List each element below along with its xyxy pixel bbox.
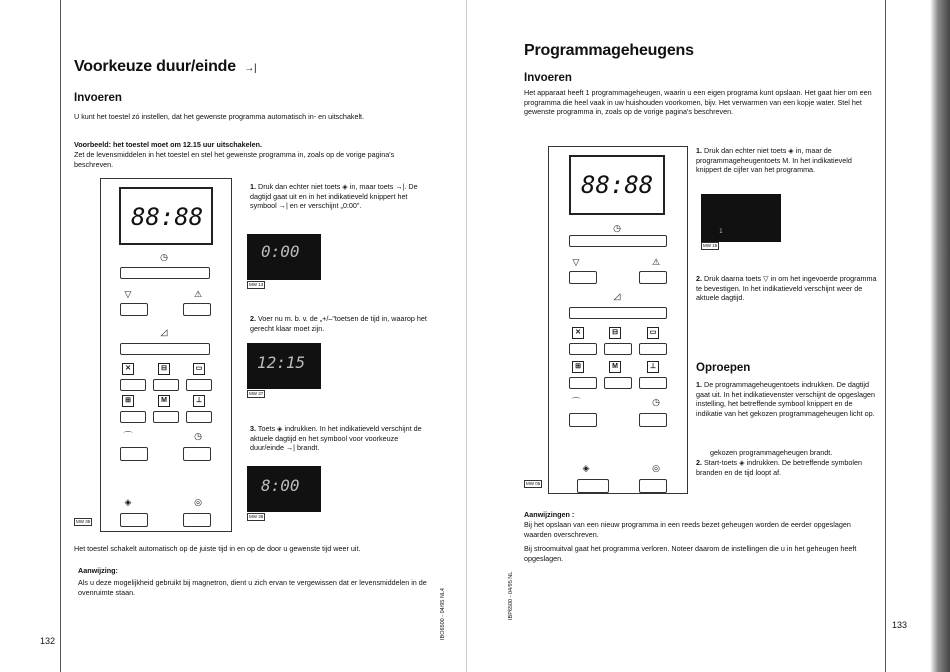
weight-button[interactable]	[639, 377, 667, 389]
stop-button[interactable]	[183, 513, 211, 527]
step-1: 1. Druk dan echter niet toets ◈ in, maar de programmageheugentoets M. In het indikatieveld knippert de cijfer van het programma.	[696, 146, 852, 175]
up-button[interactable]	[639, 271, 667, 284]
adjust-triangle-icon: ◿	[613, 291, 621, 301]
end-clock-icon: ◷	[194, 431, 202, 441]
microwave-icon: ▭	[193, 363, 205, 375]
memory-icon: M	[158, 395, 170, 407]
display-digits: 88:88	[131, 203, 204, 231]
microwave-button[interactable]	[639, 343, 667, 355]
intro-text: Het apparaat heeft 1 programmageheugen, waarin u een eigen programa kunt opslaan. Het gaat hier om een programma die heel vaak in uw huishouden voorkomen, bijv. Het verwarmen van een kopje water. Stel het gewenste programma in, zoals op de vorige pagina's beschreven.	[524, 88, 872, 117]
step-1: 1. Druk dan echter niet toets ◈ in, maar toets →|. De dagtijd gaat uit en in het indikatieveld knippert het symbool →| en er verschijnt „0:00".	[250, 182, 418, 211]
note-heading: Aanwijzing:	[78, 566, 118, 575]
lcd-step-3	[247, 466, 321, 512]
example-heading: Voorbeeld: het toestel moet om 12.15 uur uitschakelen.	[74, 140, 262, 149]
down-triangle-icon: ▽	[572, 257, 580, 267]
up-button[interactable]	[183, 303, 211, 316]
lcd-value: 0:00	[261, 242, 300, 261]
lcd-value: 12:15	[257, 353, 306, 372]
note-heading: Aanwijzingen :	[524, 510, 575, 519]
control-panel	[100, 178, 232, 532]
note-text-1: Bij het opslaan van een nieuw programma in een reeds bezet geheugen worden de eerder opgeslagen waarden overschreven.	[524, 520, 851, 539]
weight-icon: ⊥	[193, 395, 205, 407]
combi-icon: ⊞	[122, 395, 134, 407]
combi-icon: ⊞	[572, 361, 584, 373]
lcd-tag: MW 37	[249, 391, 264, 396]
clock-icon: ◷	[613, 223, 621, 233]
document-code: IBO6500 - 04/95 NL4	[440, 588, 446, 640]
recall-step-1: 1. De programmageheugentoets indrukken. De dagtijd gaat uit. In het indikatievenster verschijnt de opgeslagen instelling, het betreffende symbool knippert en de indikatie van het gekozen programmageheugen licht op.	[696, 380, 876, 418]
defrost-button[interactable]	[120, 379, 146, 391]
page-number: 133	[892, 620, 908, 630]
lcd-tag: MW 15	[703, 243, 718, 248]
weight-button[interactable]	[186, 411, 212, 423]
warning-icon: ⚠	[193, 289, 203, 299]
note-text-2: Bij stroomuitval gaat het programma verloren. Noteer daarom de instellingen die u in het geheugen heeft opgeslagen.	[524, 544, 857, 563]
duration-icon: ⌒	[571, 397, 581, 407]
control-panel	[548, 146, 688, 494]
grill-button[interactable]	[604, 343, 632, 355]
main-display	[569, 155, 665, 215]
step-2: 2. Druk daarna toets ▽ in om het ingevoerde programma te bevestigen. In het indikatieveld verschijnt weer de aktuele dagtijd.	[696, 274, 877, 303]
grill-button[interactable]	[153, 379, 179, 391]
adjust-triangle-icon: ◿	[160, 327, 168, 337]
document-code: IBP6500 - 04/95 NL	[508, 571, 514, 620]
section-heading: Invoeren	[524, 72, 572, 84]
down-triangle-icon: ▽	[124, 289, 132, 299]
end-button[interactable]	[183, 447, 211, 461]
note-text: Als u deze mogelijkheid gebruikt bij magnetron, dient u zich ervan te vergewissen dat er levensmiddelen in de ovenruimte staan.	[78, 578, 427, 597]
lcd-memory	[701, 194, 781, 242]
clock-button[interactable]	[569, 235, 667, 247]
page-edge-shadow	[930, 0, 950, 672]
example-text: Zet de levensmiddelen in het toestel en stel het gewenste programma in, zoals op de vorige pagina's beschreven.	[74, 150, 395, 169]
section-heading-recall: Oproepen	[696, 362, 751, 374]
weight-icon: ⊥	[647, 361, 659, 373]
panel-tag: MW 35	[76, 519, 91, 524]
adjust-button[interactable]	[569, 307, 667, 319]
step-2: 2. Voer nu m. b. v. de „+/–"toetsen de tijd in, waarop het gerecht klaar moet zijn.	[250, 314, 427, 333]
clock-button[interactable]	[120, 267, 210, 279]
duration-button[interactable]	[120, 447, 148, 461]
left-margin-line	[60, 0, 61, 672]
defrost-icon: ✕	[572, 327, 584, 339]
warning-icon: ⚠	[651, 257, 661, 267]
lcd-value: 1	[719, 228, 723, 235]
footer-text: Het toestel schakelt automatisch op de juiste tijd in en op de door u gewenste tijd weer uit.	[74, 544, 361, 553]
main-display	[119, 187, 213, 245]
page-title: Voorkeuze duur/einde →|	[74, 58, 257, 75]
lcd-tag: MW 38	[249, 514, 264, 519]
stop-icon: ◎	[652, 463, 660, 473]
duration-button[interactable]	[569, 413, 597, 427]
page-number: 132	[40, 636, 56, 646]
right-page	[470, 0, 950, 672]
panel-tag: MW 05	[526, 481, 541, 486]
adjust-button[interactable]	[120, 343, 210, 355]
duration-icon: ⌒	[123, 431, 133, 441]
combi-button[interactable]	[120, 411, 146, 423]
intro-text: U kunt het toestel zó instellen, dat het gewenste programma automatisch in- en uitschakelt.	[74, 112, 365, 121]
start-button[interactable]	[577, 479, 609, 493]
lcd-value: 8:00	[261, 476, 300, 495]
recall-step-2: 2. Start-toets ◈ indrukken. De betreffende symbolen branden en de tijd loopt af.	[696, 458, 863, 477]
display-digits: 88:88	[581, 171, 654, 199]
lcd-tag: MW 13	[249, 282, 264, 287]
left-page	[0, 0, 467, 672]
recall-note: gekozen programmageheugen brandt.	[710, 448, 833, 457]
right-margin-line	[885, 0, 886, 672]
defrost-button[interactable]	[569, 343, 597, 355]
lcd-step-1	[247, 234, 321, 280]
stop-icon: ◎	[194, 497, 202, 507]
grill-icon: ⊟	[609, 327, 621, 339]
grill-icon: ⊟	[158, 363, 170, 375]
down-button[interactable]	[569, 271, 597, 284]
defrost-icon: ✕	[122, 363, 134, 375]
end-clock-icon: ◷	[652, 397, 660, 407]
start-icon: ◈	[582, 463, 590, 473]
microwave-button[interactable]	[186, 379, 212, 391]
stop-button[interactable]	[639, 479, 667, 493]
page-title: Programmageheugens	[524, 42, 694, 59]
end-time-icon: →|	[244, 63, 257, 74]
end-button[interactable]	[639, 413, 667, 427]
memory-icon: M	[609, 361, 621, 373]
start-icon: ◈	[124, 497, 132, 507]
step-3: 3. Toets ◈ indrukken. In het indikatieveld verschijnt de aktuele dagtijd en het symbool voor voorkeuze duur/einde →| brandt.	[250, 424, 422, 453]
start-button[interactable]	[120, 513, 148, 527]
microwave-icon: ▭	[647, 327, 659, 339]
section-heading: Invoeren	[74, 92, 122, 104]
clock-icon: ◷	[160, 252, 168, 262]
lcd-step-2	[247, 343, 321, 389]
combi-button[interactable]	[569, 377, 597, 389]
memory-button[interactable]	[604, 377, 632, 389]
memory-button[interactable]	[153, 411, 179, 423]
down-button[interactable]	[120, 303, 148, 316]
